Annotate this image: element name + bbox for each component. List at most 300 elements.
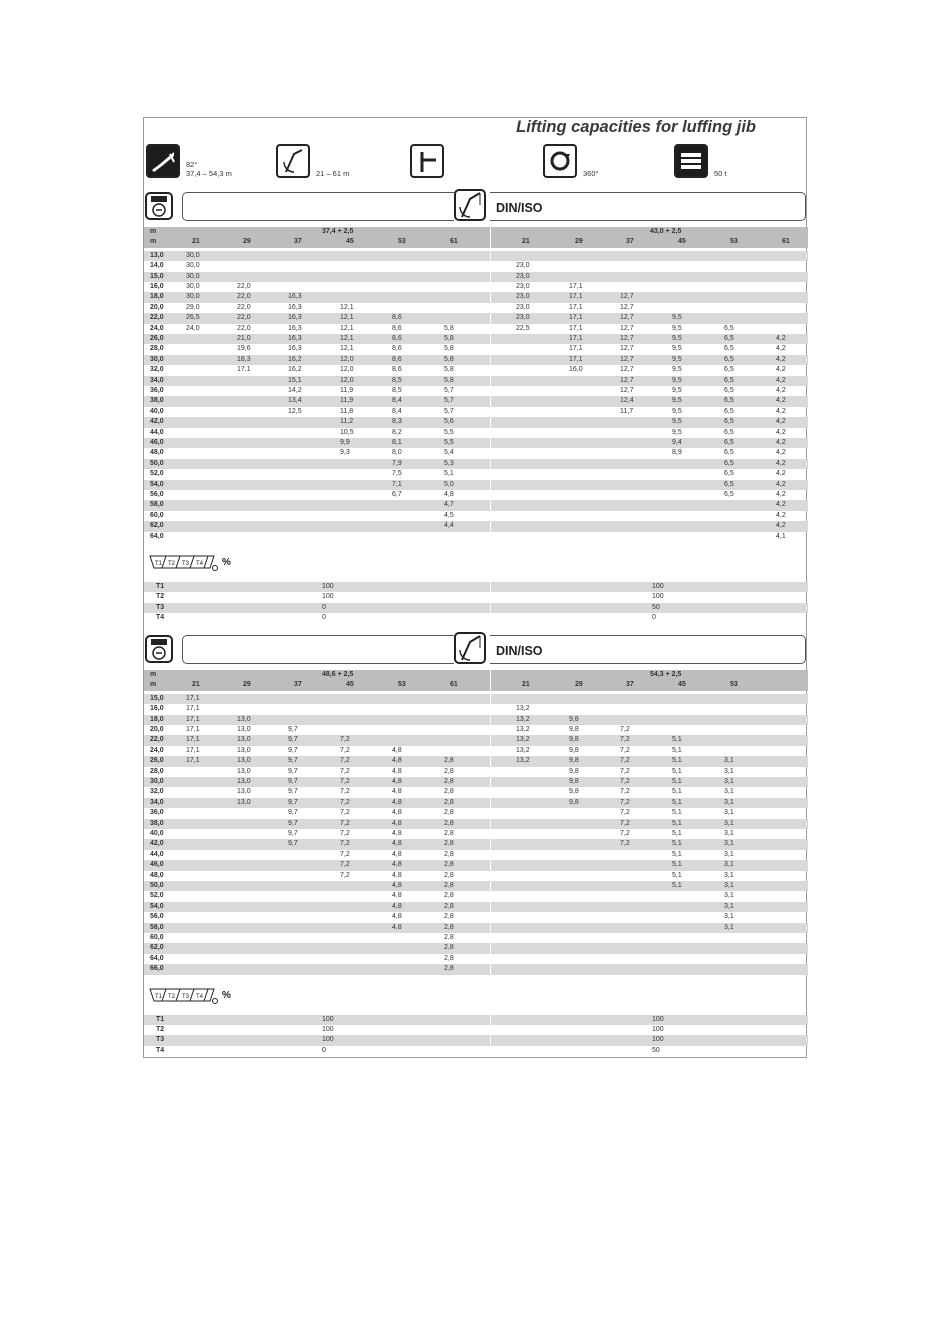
capacity-cell: 12,7 (620, 335, 634, 342)
capacity-cell: 16,3 (288, 335, 302, 342)
table-row (144, 500, 808, 510)
jib-length-col: 53 (398, 238, 406, 246)
capacity-cell: 4,2 (776, 501, 786, 509)
radius-cell: 40,0 (150, 407, 164, 415)
capacity-cell: 9,9 (340, 439, 350, 446)
capacity-cell: 17,1 (186, 746, 200, 754)
svg-text:T2: T2 (168, 561, 176, 567)
capacity-cell: 5,1 (444, 470, 454, 478)
capacity-cell: 4,8 (392, 830, 402, 837)
table-row (144, 923, 808, 933)
table-row (144, 933, 808, 943)
radius-cell: 24,0 (150, 324, 164, 332)
capacity-cell: 3,1 (724, 778, 734, 785)
luffing-jib-icon (454, 632, 490, 668)
capacity-cell: 4,2 (776, 449, 786, 457)
capacity-cell: 5,1 (672, 809, 682, 817)
jib-length-col: 45 (678, 238, 686, 246)
table-row (144, 777, 808, 787)
telescoping-diagram (148, 552, 220, 577)
radius-cell: 52,0 (150, 470, 164, 478)
capacity-cell: 17,1 (569, 345, 583, 353)
capacity-cell: 5,8 (444, 335, 454, 342)
capacity-cell: 5,1 (672, 861, 682, 869)
capacity-cell: 8,6 (392, 314, 402, 322)
capacity-cell: 9,5 (672, 355, 682, 363)
capacity-cell: 12,1 (340, 345, 354, 353)
capacity-cell: 9,7 (288, 819, 298, 827)
capacity-cell: 23,0 (516, 293, 530, 301)
telescope-value: 100 (652, 1025, 664, 1033)
capacity-sheet (143, 117, 807, 1058)
boom-length-right: 54,3 + 2,5 (650, 671, 682, 678)
capacity-cell: 7,2 (620, 840, 630, 848)
jib-length-row (144, 237, 808, 247)
capacity-cell: 5,1 (672, 778, 682, 785)
telescope-label: T3 (156, 1036, 165, 1044)
capacity-cell: 8,6 (392, 345, 402, 353)
capacity-cell: 9,7 (288, 788, 298, 796)
jib-length-col: 29 (243, 238, 251, 246)
capacity-cell: 30,0 (186, 283, 200, 290)
capacity-cell: 7,2 (620, 767, 630, 775)
capacity-cell: 2,8 (444, 819, 454, 827)
unit-label: m (150, 238, 157, 246)
table-row (144, 850, 808, 860)
radius-cell: 30,0 (150, 778, 164, 785)
capacity-cell: 5,8 (444, 376, 454, 384)
capacity-cell: 6,5 (724, 387, 734, 394)
capacity-cell: 22,0 (237, 324, 251, 332)
capacity-cell: 4,8 (392, 882, 402, 889)
boom-length-row (144, 227, 808, 237)
table-row (144, 344, 808, 354)
table-row (144, 292, 808, 302)
capacity-cell: 13,2 (516, 757, 530, 765)
capacity-cell: 9,5 (672, 397, 682, 405)
capacity-cell: 12,7 (620, 355, 634, 363)
capacity-cell: 13,2 (516, 746, 530, 754)
capacity-cell: 12,1 (340, 314, 354, 322)
capacity-cell: 7,2 (340, 850, 350, 858)
capacity-cell: 16,3 (288, 324, 302, 332)
capacity-cell: 3,1 (724, 871, 734, 879)
radius-cell: 36,0 (150, 809, 164, 817)
capacity-cell: 2,8 (444, 902, 454, 910)
capacity-cell: 16,3 (288, 293, 302, 301)
table-row (144, 798, 808, 808)
capacity-cell: 6,7 (392, 491, 402, 498)
weight-icon (144, 634, 180, 666)
capacity-cell: 17,1 (186, 757, 200, 765)
capacity-cell: 9,8 (569, 736, 579, 744)
table-row (144, 715, 808, 725)
capacity-cell: 4,2 (776, 397, 786, 405)
radius-cell: 26,0 (150, 757, 164, 765)
radius-cell: 46,0 (150, 439, 164, 446)
jib-length-col: 53 (730, 681, 738, 689)
table-row (144, 261, 808, 271)
capacity-cell: 3,1 (724, 913, 734, 921)
capacity-cell: 7,2 (340, 809, 350, 817)
telescope-value: 100 (652, 1015, 664, 1023)
capacity-cell: 5,1 (672, 788, 682, 796)
capacity-cell: 2,8 (444, 767, 454, 775)
capacity-cell: 4,7 (444, 501, 454, 509)
radius-cell: 36,0 (150, 387, 164, 394)
capacity-cell: 5,5 (444, 428, 454, 436)
table-header (144, 634, 808, 666)
capacity-cell: 8,0 (392, 449, 402, 457)
capacity-cell: 5,1 (672, 830, 682, 837)
table-row (144, 355, 808, 365)
capacity-cell: 5,1 (672, 736, 682, 744)
capacity-cell: 7,2 (340, 788, 350, 796)
capacity-cell: 4,2 (776, 470, 786, 478)
capacity-cell: 22,0 (237, 293, 251, 301)
capacity-cell: 12,0 (340, 366, 354, 374)
capacity-cell: 12,7 (620, 387, 634, 394)
table-header-frame (182, 192, 806, 221)
capacity-cell: 6,5 (724, 491, 734, 498)
capacity-cell: 12,1 (340, 335, 354, 342)
slewing-icon: 360° (543, 144, 577, 178)
telescope-value: 0 (322, 1046, 326, 1054)
radius-cell: 66,0 (150, 965, 164, 973)
capacity-cell: 6,5 (724, 355, 734, 363)
capacity-cell: 12,7 (620, 314, 634, 322)
table-row (144, 480, 808, 490)
capacity-cell: 5,8 (444, 324, 454, 332)
capacity-cell: 6,5 (724, 345, 734, 353)
table-row (144, 511, 808, 521)
capacity-cell: 23,0 (516, 262, 530, 270)
capacity-cell: 5,8 (444, 345, 454, 353)
telescoping-row (144, 1035, 808, 1045)
radius-cell: 22,0 (150, 314, 164, 322)
capacity-cell: 7,2 (620, 798, 630, 806)
capacity-cell: 2,8 (444, 965, 454, 973)
capacity-cell: 12,5 (288, 407, 302, 415)
jib-length-col: 37 (294, 681, 302, 689)
capacity-cell: 12,7 (620, 293, 634, 301)
capacity-cell: 19,6 (237, 345, 251, 353)
table-row (144, 396, 808, 406)
capacity-cell: 2,8 (444, 944, 454, 952)
capacity-cell: 6,5 (724, 480, 734, 488)
capacity-cell: 9,7 (288, 746, 298, 754)
capacity-cell: 5,1 (672, 819, 682, 827)
capacity-cell: 12,1 (340, 303, 354, 311)
capacity-cell: 13,2 (516, 715, 530, 723)
capacity-cell: 4,1 (776, 532, 786, 540)
jib-length-col: 61 (450, 681, 458, 689)
table-row (144, 829, 808, 839)
capacity-cell: 17,1 (186, 705, 200, 713)
percent-label: % (222, 989, 231, 1001)
capacity-cell: 13,0 (237, 746, 251, 754)
table-row (144, 912, 808, 922)
capacity-cell: 5,1 (672, 871, 682, 879)
telescoping-diagram (148, 985, 220, 1010)
column-divider (490, 582, 491, 624)
boom-length-right: 43,0 + 2,5 (650, 228, 682, 235)
capacity-cell: 24,0 (186, 324, 200, 332)
weight-icon (144, 191, 180, 223)
radius-cell: 58,0 (150, 923, 164, 931)
jib-length-icon: 21 – 61 m (276, 144, 310, 178)
capacity-cell: 4,2 (776, 480, 786, 488)
capacity-cell: 9,5 (672, 314, 682, 322)
capacity-cell: 8,6 (392, 355, 402, 363)
radius-cell: 18,0 (150, 293, 164, 301)
capacity-cell: 3,1 (724, 840, 734, 848)
capacity-cell: 5,7 (444, 407, 454, 415)
capacity-cell: 3,1 (724, 882, 734, 889)
capacity-cell: 16,3 (288, 303, 302, 311)
svg-text:T3: T3 (182, 993, 190, 1000)
capacity-cell: 9,7 (288, 840, 298, 848)
capacity-cell: 7,2 (340, 840, 350, 848)
jib-length-col: 29 (575, 681, 583, 689)
radius-cell: 60,0 (150, 511, 164, 519)
table-row (144, 365, 808, 375)
capacity-cell: 17,1 (186, 694, 200, 702)
capacity-cell: 23,0 (516, 303, 530, 311)
capacity-cell: 9,7 (288, 809, 298, 817)
capacity-cell: 13,0 (237, 778, 251, 785)
capacity-cell: 7,2 (620, 757, 630, 765)
jib-length-col: 61 (782, 238, 790, 246)
capacity-cell: 4,2 (776, 418, 786, 426)
capacity-cell: 12,7 (620, 324, 634, 332)
capacity-cell: 6,5 (724, 428, 734, 436)
capacity-cell: 12,7 (620, 376, 634, 384)
capacity-cell: 9,5 (672, 387, 682, 394)
capacity-cell: 7,1 (392, 480, 402, 488)
capacity-cell: 17,1 (237, 366, 251, 374)
capacity-cell: 11,9 (340, 387, 354, 394)
radius-cell: 26,0 (150, 335, 164, 342)
capacity-cell: 9,5 (672, 418, 682, 426)
capacity-cell: 3,1 (724, 902, 734, 910)
capacity-cell: 2,8 (444, 923, 454, 931)
telescoping-row (144, 1015, 808, 1025)
capacity-cell: 9,5 (672, 345, 682, 353)
luffing-jib-icon (454, 189, 490, 225)
capacity-cell: 23,0 (516, 314, 530, 322)
table-row (144, 725, 808, 735)
capacity-cell: 6,5 (724, 459, 734, 467)
capacity-cell: 13,2 (516, 726, 530, 733)
capacity-cell: 5,1 (672, 798, 682, 806)
radius-cell: 42,0 (150, 840, 164, 848)
table-row (144, 746, 808, 756)
capacity-cell: 4,2 (776, 407, 786, 415)
radius-cell: 44,0 (150, 428, 164, 436)
radius-cell: 56,0 (150, 913, 164, 921)
table-row (144, 417, 808, 427)
capacity-cell: 6,5 (724, 418, 734, 426)
capacity-cell: 5,3 (444, 459, 454, 467)
capacity-cell: 9,5 (672, 376, 682, 384)
capacity-cell: 5,8 (444, 355, 454, 363)
capacity-cell: 7,2 (620, 778, 630, 785)
capacity-cell: 7,2 (340, 757, 350, 765)
capacity-cell: 7,2 (620, 809, 630, 817)
radius-cell: 48,0 (150, 449, 164, 457)
capacity-cell: 8,6 (392, 324, 402, 332)
table-row (144, 428, 808, 438)
capacity-cell: 2,8 (444, 954, 454, 962)
capacity-cell: 5,6 (444, 418, 454, 426)
radius-cell: 64,0 (150, 954, 164, 962)
percent-label: % (222, 557, 231, 568)
capacity-cell: 3,1 (724, 788, 734, 796)
telescope-value: 50 (652, 1046, 660, 1054)
table-row (144, 313, 808, 323)
column-divider (490, 670, 491, 975)
table-row (144, 272, 808, 282)
radius-cell: 20,0 (150, 303, 164, 311)
capacity-cell: 16,2 (288, 355, 302, 363)
capacity-cell: 30,0 (186, 293, 200, 301)
radius-cell: 50,0 (150, 882, 164, 889)
capacity-cell: 13,0 (237, 715, 251, 723)
jib-length-col: 37 (626, 238, 634, 246)
capacity-cell: 12,4 (620, 397, 634, 405)
table-row (144, 902, 808, 912)
capacity-cell: 13,0 (237, 798, 251, 806)
capacity-cell: 8,3 (392, 418, 402, 426)
capacity-cell: 13,2 (516, 736, 530, 744)
jib-length-row (144, 680, 808, 690)
capacity-cell: 12,0 (340, 355, 354, 363)
telescope-label: T2 (156, 1025, 165, 1033)
capacity-cell: 8,6 (392, 366, 402, 374)
capacity-cell: 17,1 (569, 324, 583, 332)
capacity-cell: 2,8 (444, 830, 454, 837)
capacity-cell: 9,5 (672, 335, 682, 342)
capacity-cell: 29,0 (186, 303, 200, 311)
telescope-label: T4 (156, 1046, 165, 1054)
capacity-cell: 2,8 (444, 861, 454, 869)
table-header (144, 191, 808, 223)
capacity-cell: 16,3 (288, 345, 302, 353)
capacity-cell: 7,2 (620, 819, 630, 827)
radius-cell: 40,0 (150, 830, 164, 837)
spec-icon-row (144, 144, 808, 186)
capacity-cell: 12,1 (340, 324, 354, 332)
jib-length-col: 29 (243, 681, 251, 689)
capacity-cell: 3,1 (724, 798, 734, 806)
capacity-cell: 23,0 (516, 272, 530, 280)
capacity-cell: 4,8 (392, 819, 402, 827)
capacity-cell: 2,8 (444, 934, 454, 941)
capacity-cell: 12,7 (620, 345, 634, 353)
capacity-cell: 12,7 (620, 303, 634, 311)
radius-cell: 38,0 (150, 397, 164, 405)
capacity-cell: 9,8 (569, 778, 579, 785)
capacity-cell: 5,5 (444, 439, 454, 446)
radius-cell: 28,0 (150, 345, 164, 353)
radius-cell: 15,0 (150, 272, 164, 280)
table-row (144, 808, 808, 818)
table-row (144, 954, 808, 964)
capacity-cell: 14,2 (288, 387, 302, 394)
capacity-cell: 7,9 (392, 459, 402, 467)
table-row (144, 871, 808, 881)
capacity-cell: 11,7 (620, 407, 634, 415)
din-iso-label: DIN/ISO (496, 644, 543, 658)
jib-length-col: 53 (730, 238, 738, 246)
capacity-cell: 6,5 (724, 449, 734, 457)
radius-cell: 32,0 (150, 366, 164, 374)
jib-length-col: 45 (678, 681, 686, 689)
capacity-cell: 9,8 (569, 757, 579, 765)
jib-length-col: 37 (626, 681, 634, 689)
capacity-cell: 3,1 (724, 923, 734, 931)
radius-cell: 54,0 (150, 480, 164, 488)
capacity-cell: 7,5 (392, 470, 402, 478)
capacity-cell: 4,8 (392, 788, 402, 796)
jib-length-col: 45 (346, 238, 354, 246)
capacity-cell: 2,8 (444, 850, 454, 858)
capacity-cell: 17,1 (569, 293, 583, 301)
capacity-cell: 2,8 (444, 913, 454, 921)
luffing-angle-icon: 82° 37,4 – 54,3 m (146, 144, 180, 178)
capacity-cell: 7,2 (340, 798, 350, 806)
capacity-cell: 4,2 (776, 355, 786, 363)
capacity-cell: 8,2 (392, 428, 402, 436)
capacity-cell: 9,4 (672, 439, 682, 446)
capacity-cell: 4,2 (776, 376, 786, 384)
capacity-cell: 5,1 (672, 882, 682, 889)
table-row (144, 251, 808, 261)
capacity-cell: 4,2 (776, 366, 786, 374)
capacity-cell: 17,1 (569, 335, 583, 342)
radius-cell: 15,0 (150, 694, 164, 702)
capacity-cell: 17,1 (569, 355, 583, 363)
capacity-cell: 9,7 (288, 736, 298, 744)
telescope-value: 0 (322, 614, 326, 622)
capacity-cell: 6,5 (724, 376, 734, 384)
radius-cell: 42,0 (150, 418, 164, 426)
capacity-cell: 4,8 (392, 871, 402, 879)
telescoping-row (144, 582, 808, 592)
radius-cell: 62,0 (150, 944, 164, 952)
svg-text:T4: T4 (196, 561, 204, 567)
capacity-cell: 10,5 (340, 428, 354, 436)
unit-label: m (150, 228, 157, 235)
capacity-cell: 7,2 (340, 871, 350, 879)
capacity-cell: 4,2 (776, 428, 786, 436)
radius-cell: 54,0 (150, 902, 164, 910)
capacity-cell: 12,7 (620, 366, 634, 374)
table-row (144, 438, 808, 448)
radius-cell: 16,0 (150, 283, 164, 290)
table-row (144, 756, 808, 766)
radius-cell: 46,0 (150, 861, 164, 869)
table-row (144, 891, 808, 901)
capacity-cell: 4,8 (392, 778, 402, 785)
capacity-cell: 9,7 (288, 757, 298, 765)
table-row (144, 386, 808, 396)
jib-length-col: 21 (522, 238, 530, 246)
table-row (144, 448, 808, 458)
capacity-cell: 9,3 (340, 449, 350, 457)
table-row (144, 735, 808, 745)
